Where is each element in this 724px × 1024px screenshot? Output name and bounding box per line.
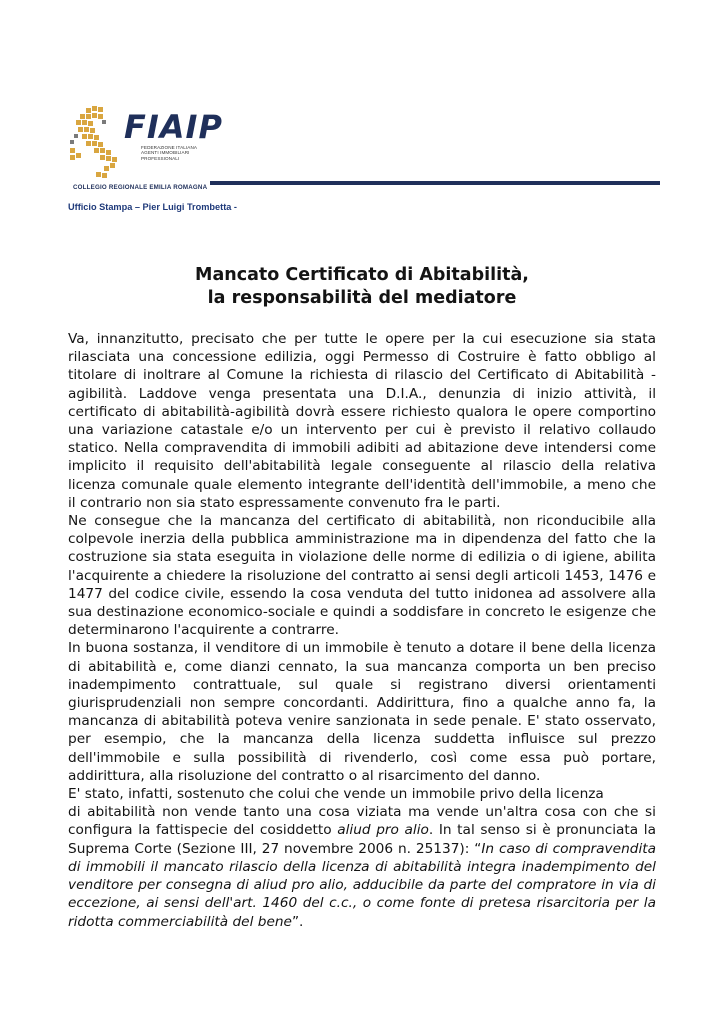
latin-term: aliud pro alio [337, 822, 429, 839]
text-run: di abitabilità non vende tanto una cosa viziata ma vende un'altra cosa con che si configura la fattispecie del cosiddetto [68, 804, 656, 839]
logo-wordmark: FIAIP [124, 108, 223, 146]
article-body [68, 330, 656, 931]
paragraph [68, 803, 656, 930]
title-line: Mancato Certificato di Abitabilità, [195, 265, 529, 285]
paragraph: Ne consegue che la mancanza del certificato di abitabilità, non riconducibile alla colpevole inerzia della pubblica amministrazione ma in dipendenza del fatto che la costruzione sia stata eseguita in violazione delle norme di edilizia o di igiene, abilita l'acquirente a chiedere la risoluzione del contratto ai sensi degli articoli 1453, 1476 e 1477 del codice civile, essendo la cosa venduta del tutto inidonea ad assolvere alla sua destinazione economico-sociale e quindi a soddisfare in concreto le esigenze che determinarono l'acquirente a contrarre. [68, 513, 656, 639]
header-rule [210, 181, 660, 185]
paragraph: In buona sostanza, il venditore di un immobile è tenuto a dotare il bene della licenza di abitabilità e, come dianzi cennato, la sua mancanza comporta un ben preciso inadempimento contrattuale, sul quale si registrano diversi orientamenti giurisprudenziali non sempre concordanti. Addirittura, fino a qualche anno fa, la mancanza di abitabilità poteva venire sanzionata in sede penale. E' stato osservato, per esempio, che la mancanza della licenza suddetta influisce sul prezzo dell'immobile e sulla possibilità di rivenderlo, così come essa può portare, addirittura, alla risoluzione del contratto o al risarcimento del danno. [68, 640, 656, 784]
paragraph [68, 785, 656, 803]
title-line: la responsabilità del mediatore [207, 288, 517, 308]
text-run: . In tal senso si è pronunciata la Suprema Corte (Sezione III, 27 novembre 2006 n. 25137): “ [68, 822, 656, 857]
paragraph: Va, innanzitutto, precisato che per tutte le opere per la cui esecuzione sia stata rilasciata una concessione edilizia, oggi Permesso di Costruire è fatto obbligo al titolare di inoltrare al Comune la richiesta di rilascio del Certificato di Abitabilità - agibilità. Laddove venga presentata una D.I.A., denunzia di inizio attività, il certificato di abitabilità-agibilità dovrà essere richiesto qualora le opere comportino una variazione catastale e/o un intervento per cui è previsto il relativo collaudo statico. Nella compravendita di immobili adibiti ad abitazione deve intendersi come implicito il requisito dell'abitabilità legale conseguente al rilascio della relativa licenza comunale quale elemento integrante dell'identità dell'immobile, a meno che il contrario non sia stato espressamente convenuto fra le parti. [68, 331, 656, 511]
document-title [0, 264, 724, 310]
paragraph-line: E' stato, infatti, sostenuto che colui che vende un immobile privo della licenza [68, 786, 604, 803]
text-run: ”. [291, 913, 304, 930]
press-office: Ufficio Stampa – Pier Luigi Trombetta - [68, 202, 237, 212]
org-name [141, 145, 197, 161]
college-name: COLLEGIO REGIONALE EMILIA ROMAGNA [73, 184, 208, 191]
org-line: AGENTI IMMOBILIARI [141, 150, 190, 156]
court-quote: In caso di compravendita di immobili il mancato rilascio della licenza di abitabilità integra inadempimento del venditore per consegna di aliud pro alio, adducibile da parte del compratore in via di eccezione, ai sensi dell'art. 1460 del c.c., o come fonte di pretesa risarcitoria per la ridotta commerciabilità del bene [68, 840, 656, 930]
org-line: PROFESSIONALI [141, 155, 180, 161]
org-line: FEDERAZIONE ITALIANA [141, 145, 198, 150]
letterhead [66, 100, 666, 220]
